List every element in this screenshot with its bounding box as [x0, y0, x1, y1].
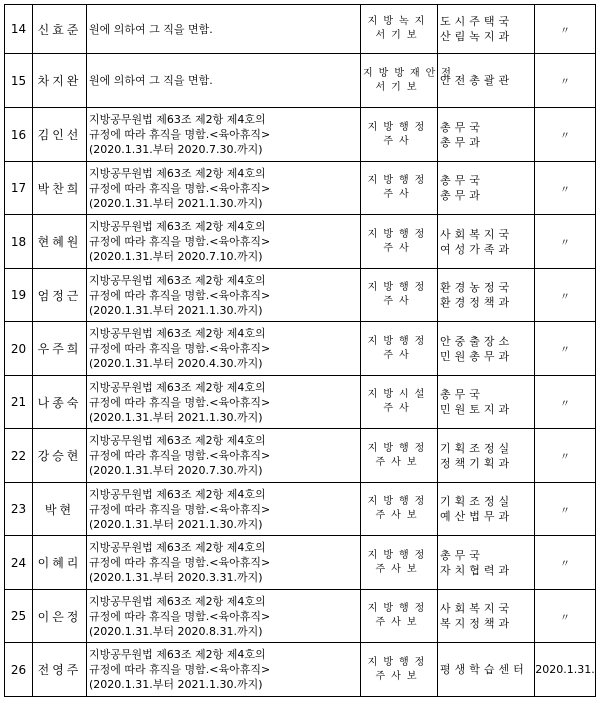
- employee-name: 이혜리: [33, 536, 87, 590]
- job-rank-line: 서기보: [375, 81, 423, 93]
- department-line: 총무과: [440, 135, 484, 149]
- order-reason: [87, 483, 361, 536]
- employee-name: 박찬희: [33, 162, 87, 215]
- table-row: [5, 108, 596, 162]
- order-reason: [87, 108, 361, 162]
- order-reason-line: 원에 의하여 그 직을 면함.: [89, 74, 213, 87]
- department-line: 정책기획과: [440, 456, 514, 470]
- table-row: [5, 54, 596, 108]
- department: [438, 215, 535, 269]
- department-line: 총무과: [440, 189, 484, 202]
- table-row: [5, 269, 596, 322]
- row-number: 18: [5, 215, 33, 269]
- employee-name: 나종숙: [33, 376, 87, 429]
- job-rank-line: 지방행정: [367, 656, 431, 668]
- job-rank-line: 주사: [383, 189, 415, 200]
- order-reason: [87, 54, 361, 108]
- effective-date: 2020.1.31.: [535, 643, 596, 697]
- job-rank: [361, 162, 438, 215]
- effective-date: 〃: [535, 483, 596, 536]
- department-line: 총무국: [440, 174, 484, 187]
- job-rank-line: 지방행정: [367, 549, 431, 561]
- row-number: 20: [5, 322, 33, 376]
- job-rank-line: 주사: [383, 349, 415, 361]
- order-reason-line: (2020.1.31.부터 2020.7.30.까지): [89, 143, 263, 156]
- department: [438, 5, 535, 54]
- department: [438, 322, 535, 376]
- order-reason-line: (2020.1.31.부터 2020.4.30.까지): [89, 357, 263, 370]
- job-rank-line: 서기보: [375, 30, 423, 41]
- table-row: [5, 162, 596, 215]
- row-number: 21: [5, 376, 33, 429]
- order-reason-line: 지방공무원법 제63조 제2항 제4호의: [89, 594, 266, 608]
- row-number: 22: [5, 429, 33, 483]
- order-reason-line: 지방공무원법 제63조 제2항 제4호의: [89, 273, 266, 287]
- row-number: 16: [5, 108, 33, 162]
- job-rank-line: 주사: [383, 242, 415, 254]
- order-reason-line: 규정에 따라 휴직을 명함.<육아휴직>: [89, 663, 271, 676]
- order-reason-line: 지방공무원법 제63조 제2항 제4호의: [89, 380, 266, 394]
- job-rank: [361, 643, 438, 697]
- department-line: 기획조정실: [440, 495, 514, 508]
- job-rank-line: 주사보: [375, 670, 423, 682]
- job-rank-line: 지방행정: [367, 175, 431, 186]
- order-reason-line: 규정에 따라 휴직을 명함.<육아휴직>: [89, 235, 271, 248]
- department-line: 여성가족과: [440, 242, 514, 256]
- employee-name: 김인선: [33, 108, 87, 162]
- order-reason-line: 지방공무원법 제63조 제2항 제4호의: [89, 487, 266, 501]
- job-rank: [361, 5, 438, 54]
- order-reason-line: 지방공무원법 제63조 제2항 제4호의: [89, 434, 266, 447]
- effective-date: 〃: [535, 590, 596, 643]
- appointment-table-sheet: [4, 4, 595, 704]
- order-reason-line: (2020.1.31.부터 2021.1.30.까지): [89, 410, 263, 424]
- job-rank: [361, 376, 438, 429]
- employee-name: 강승현: [33, 429, 87, 483]
- order-reason-line: 지방공무원법 제63조 제2항 제4호의: [89, 648, 266, 661]
- employee-name: 현혜원: [33, 215, 87, 269]
- effective-date: 〃: [535, 162, 596, 215]
- job-rank: [361, 269, 438, 322]
- department-line: 안중출장소: [440, 334, 514, 348]
- department: [438, 54, 535, 108]
- department-line: 환경정책과: [440, 296, 514, 309]
- job-rank-line: 주사: [383, 296, 415, 307]
- employee-name: 엄정근: [33, 269, 87, 322]
- order-reason: [87, 643, 361, 697]
- table-row: [5, 322, 596, 376]
- order-reason: [87, 162, 361, 215]
- row-number: 24: [5, 536, 33, 590]
- row-number: 17: [5, 162, 33, 215]
- effective-date: 〃: [535, 322, 596, 376]
- table-row: [5, 643, 596, 697]
- department-line: 평생학습센터: [440, 663, 528, 676]
- order-reason-line: 규정에 따라 휴직을 명함.<육아휴직>: [89, 395, 271, 409]
- order-reason-line: (2020.1.31.부터 2021.1.30.까지): [89, 196, 263, 210]
- order-reason-line: 규정에 따라 휴직을 명함.<육아휴직>: [89, 449, 271, 462]
- department: [438, 643, 535, 697]
- table-body: [5, 5, 596, 697]
- department-line: 도시주택국: [440, 15, 514, 28]
- job-rank-line: 주사보: [375, 456, 423, 468]
- order-reason-line: 원에 의하여 그 직을 면함.: [89, 22, 213, 36]
- department: [438, 590, 535, 643]
- job-rank-line: 지방행정: [367, 442, 431, 454]
- effective-date: 〃: [535, 108, 596, 162]
- row-number: 15: [5, 54, 33, 108]
- order-reason: [87, 429, 361, 483]
- table-row: [5, 376, 596, 429]
- effective-date: 〃: [535, 536, 596, 590]
- row-number: 14: [5, 5, 33, 54]
- job-rank-line: 지방방재안전: [363, 67, 457, 79]
- job-rank-line: 주사보: [375, 563, 423, 575]
- order-reason-line: 규정에 따라 휴직을 명함.<육아휴직>: [89, 342, 271, 355]
- effective-date: 〃: [535, 54, 596, 108]
- department-line: 자치협력과: [440, 563, 514, 577]
- row-number: 26: [5, 643, 33, 697]
- job-rank: [361, 536, 438, 590]
- order-reason-line: 규정에 따라 휴직을 명함.<육아휴직>: [89, 181, 271, 195]
- job-rank-line: 주사: [383, 135, 415, 147]
- department-line: 민원총무과: [440, 349, 514, 363]
- order-reason: [87, 269, 361, 322]
- order-reason-line: 규정에 따라 휴직을 명함.<육아휴직>: [89, 556, 271, 569]
- effective-date: 〃: [535, 376, 596, 429]
- order-reason-line: (2020.1.31.부터 2020.8.31.까지): [89, 624, 263, 638]
- table-row: [5, 429, 596, 483]
- order-reason: [87, 590, 361, 643]
- effective-date: 〃: [535, 429, 596, 483]
- order-reason: [87, 322, 361, 376]
- department-line: 산림녹지과: [440, 30, 514, 43]
- job-rank: [361, 322, 438, 376]
- table-row: [5, 483, 596, 536]
- table-row: [5, 5, 596, 54]
- department-line: 사회복지국: [440, 602, 514, 615]
- row-number: 19: [5, 269, 33, 322]
- job-rank-line: 지방행정: [367, 603, 431, 614]
- department-line: 총무국: [440, 548, 484, 562]
- job-rank: [361, 429, 438, 483]
- department: [438, 108, 535, 162]
- job-rank: [361, 215, 438, 269]
- table-row: [5, 590, 596, 643]
- employee-name: 이은정: [33, 590, 87, 643]
- order-reason-line: 규정에 따라 휴직을 명함.<육아휴직>: [89, 288, 271, 302]
- table-row: [5, 536, 596, 590]
- order-reason-line: (2020.1.31.부터 2021.1.30.까지): [89, 303, 263, 317]
- department: [438, 483, 535, 536]
- department-line: 총무국: [440, 388, 484, 401]
- department-line: 총무국: [440, 120, 484, 134]
- order-reason-line: (2020.1.31.부터 2021.1.30.까지): [89, 517, 263, 531]
- job-rank-line: 지방시설: [367, 389, 431, 400]
- order-reason-line: 규정에 따라 휴직을 명함.<육아휴직>: [89, 502, 271, 516]
- department-line: 환경농정국: [440, 281, 514, 294]
- job-rank: [361, 108, 438, 162]
- order-reason-line: (2020.1.31.부터 2020.3.31.까지): [89, 571, 263, 584]
- employee-name: 우주희: [33, 322, 87, 376]
- order-reason-line: 지방공무원법 제63조 제2항 제4호의: [89, 541, 266, 554]
- job-rank-line: 지방행정: [367, 121, 431, 133]
- employee-name: 신효준: [33, 5, 87, 54]
- job-rank-line: 지방녹지: [367, 16, 431, 27]
- order-reason: [87, 376, 361, 429]
- order-reason-line: 지방공무원법 제63조 제2항 제4호의: [89, 166, 266, 180]
- effective-date: 〃: [535, 5, 596, 54]
- job-rank-line: 지방행정: [367, 228, 431, 240]
- employee-name: 박현: [33, 483, 87, 536]
- department: [438, 376, 535, 429]
- department: [438, 536, 535, 590]
- job-rank-line: 주사: [383, 403, 415, 414]
- order-reason: [87, 5, 361, 54]
- department-line: 민원토지과: [440, 403, 514, 416]
- department-line: 기획조정실: [440, 441, 514, 455]
- order-reason-line: 규정에 따라 휴직을 명함.<육아휴직>: [89, 609, 271, 623]
- department-line: 예산법무과: [440, 510, 514, 523]
- department: [438, 162, 535, 215]
- row-number: 25: [5, 590, 33, 643]
- order-reason-line: 지방공무원법 제63조 제2항 제4호의: [89, 113, 266, 126]
- row-number: 23: [5, 483, 33, 536]
- order-reason: [87, 215, 361, 269]
- order-reason-line: (2020.1.31.부터 2021.1.30.까지): [89, 678, 263, 691]
- job-rank-line: 지방행정: [367, 282, 431, 293]
- effective-date: 〃: [535, 215, 596, 269]
- order-reason-line: 지방공무원법 제63조 제2항 제4호의: [89, 327, 266, 340]
- job-rank: [361, 54, 457, 108]
- job-rank-line: 주사보: [375, 510, 423, 521]
- order-reason-line: (2020.1.31.부터 2020.7.10.까지): [89, 250, 263, 263]
- personnel-order-table: [4, 4, 596, 697]
- department-line: 복지정책과: [440, 617, 514, 630]
- job-rank-line: 지방행정: [367, 335, 431, 347]
- order-reason-line: 규정에 따라 휴직을 명함.<육아휴직>: [89, 128, 271, 141]
- employee-name: 전영주: [33, 643, 87, 697]
- department-line: 안전총괄관: [440, 74, 514, 87]
- order-reason-line: (2020.1.31.부터 2020.7.30.까지): [89, 464, 263, 477]
- effective-date: 〃: [535, 269, 596, 322]
- job-rank-line: 지방행정: [367, 496, 431, 507]
- department: [438, 269, 535, 322]
- order-reason: [87, 536, 361, 590]
- job-rank: [361, 483, 438, 536]
- department: [438, 429, 535, 483]
- table-row: [5, 215, 596, 269]
- department-line: 사회복지국: [440, 227, 514, 241]
- job-rank: [361, 590, 438, 643]
- order-reason-line: 지방공무원법 제63조 제2항 제4호의: [89, 220, 266, 233]
- job-rank-line: 주사보: [375, 617, 423, 628]
- employee-name: 차지완: [33, 54, 87, 108]
